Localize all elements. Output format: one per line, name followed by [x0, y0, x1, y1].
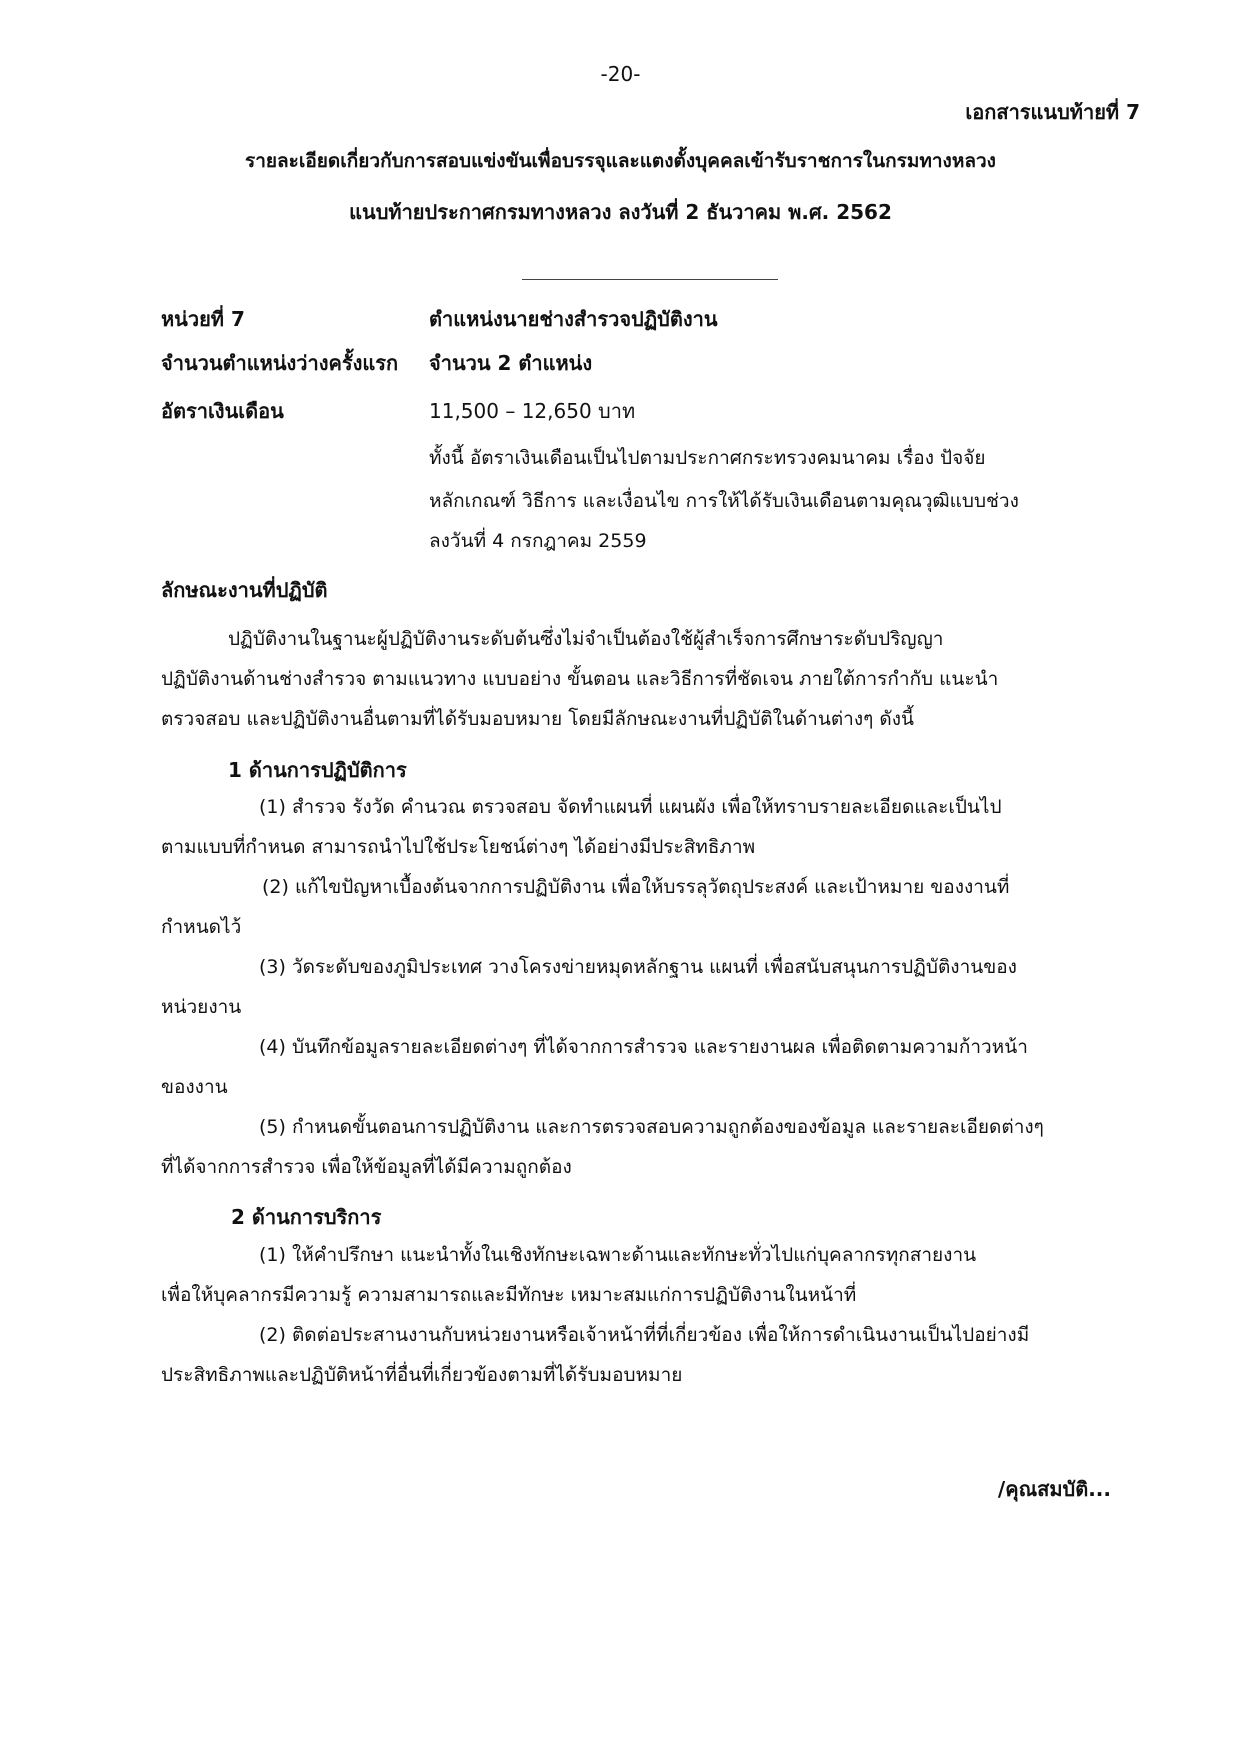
salary-value: 11,500 – 12,650 บาท — [429, 399, 636, 423]
page-number: -20- — [600, 62, 641, 86]
title-divider — [522, 279, 778, 280]
list-item: (1) สำรวจ รังวัด คำนวณ ตรวจสอบ จัดทำแผนที่ แผนผัง เพื่อให้ทราบรายละเอียดและเป็นไป — [259, 796, 1002, 818]
unit-label: หน่วยที่ 7 — [161, 307, 245, 331]
salary-note-line: ทั้งนี้ อัตราเงินเดือนเป็นไปตามประกาศกระทรวงคมนาคม เรื่อง ปัจจัย — [429, 447, 986, 469]
list-item-continuation: ของงาน — [161, 1076, 228, 1098]
salary-label: อัตราเงินเดือน — [161, 399, 284, 423]
list-item: (5) กำหนดขั้นตอนการปฏิบัติงาน และการตรวจสอบความถูกต้องของข้อมูล และรายละเอียดต่างๆ — [259, 1116, 1044, 1138]
paragraph-line: ตรวจสอบ และปฏิบัติงานอื่นตามที่ได้รับมอบหมาย โดยมีลักษณะงานที่ปฏิบัติในด้านต่างๆ ดังนี้ — [161, 708, 914, 730]
continuation-marker: /คุณสมบัติ... — [997, 1477, 1111, 1501]
job-nature-heading: ลักษณะงานที่ปฏิบัติ — [161, 578, 328, 602]
section-heading: 1 ด้านการปฏิบัติการ — [228, 758, 407, 782]
list-item-continuation: หน่วยงาน — [161, 996, 242, 1018]
list-item: (2) แก้ไขปัญหาเบื้องต้นจากการปฏิบัติงาน เพื่อให้บรรลุวัตถุประสงค์ และเป้าหมาย ของงานที่ — [262, 876, 1010, 898]
attachment-label: เอกสารแนบท้ายที่ 7 — [965, 100, 1140, 124]
list-item-continuation: ตามแบบที่กำหนด สามารถนำไปใช้ประโยชน์ต่างๆ ได้อย่างมีประสิทธิภาพ — [161, 836, 756, 858]
paragraph-line: ปฏิบัติงานด้านช่างสำรวจ ตามแนวทาง แบบอย่าง ขั้นตอน และวิธีการที่ชัดเจน ภายใต้การกำกับ แนะนำ — [161, 668, 999, 690]
list-item-continuation: เพื่อให้บุคลากรมีความรู้ ความสามารถและมีทักษะ เหมาะสมแก่การปฏิบัติงานในหน้าที่ — [161, 1284, 857, 1306]
vacancy-label: จำนวนตำแหน่งว่างครั้งแรก — [161, 351, 399, 375]
list-item-continuation: ประสิทธิภาพและปฏิบัติหน้าที่อื่นที่เกี่ยวข้องตามที่ได้รับมอบหมาย — [161, 1364, 683, 1386]
document-subtitle: แนบท้ายประกาศกรมทางหลวง ลงวันที่ 2 ธันวาคม พ.ศ. 2562 — [349, 200, 892, 224]
vacancy-value: จำนวน 2 ตำแหน่ง — [429, 351, 593, 375]
list-item-continuation: กำหนดไว้ — [161, 916, 242, 938]
list-item: (3) วัดระดับของภูมิประเทศ วางโครงข่ายหมุดหลักฐาน แผนที่ เพื่อสนับสนุนการปฏิบัติงานของ — [259, 956, 1017, 978]
list-item: (1) ให้คำปรึกษา แนะนำทั้งในเชิงทักษะเฉพาะด้านและทักษะทั่วไปแก่บุคลากรทุกสายงาน — [259, 1244, 977, 1266]
list-item: (4) บันทึกข้อมูลรายละเอียดต่างๆ ที่ได้จากการสำรวจ และรายงานผล เพื่อติดตามความก้าวหน้า — [259, 1036, 1028, 1058]
list-item: (2) ติดต่อประสานงานกับหน่วยงานหรือเจ้าหน้าที่ที่เกี่ยวข้อง เพื่อให้การดำเนินงานเป็นไปอย่างมี — [259, 1324, 1030, 1346]
list-item-continuation: ที่ได้จากการสำรวจ เพื่อให้ข้อมูลที่ได้มีความถูกต้อง — [161, 1156, 572, 1178]
section-heading: 2 ด้านการบริการ — [231, 1205, 382, 1229]
paragraph-line: ปฏิบัติงานในฐานะผู้ปฏิบัติงานระดับต้นซึ่งไม่จำเป็นต้องใช้ผู้สำเร็จการศึกษาระดับปริญญา — [228, 628, 944, 650]
document-title: รายละเอียดเกี่ยวกับการสอบแข่งขันเพื่อบรรจุและแตงตั้งบุคคลเข้ารับราชการในกรมทางหลวง — [245, 150, 996, 172]
salary-note-line: ลงวันที่ 4 กรกฎาคม 2559 — [429, 530, 647, 552]
unit-value: ตำแหน่งนายช่างสำรวจปฏิบัติงาน — [429, 307, 718, 331]
salary-note-line: หลักเกณฑ์ วิธีการ และเงื่อนไข การให้ได้รับเงินเดือนตามคุณวุฒิแบบช่วง — [429, 490, 1019, 512]
